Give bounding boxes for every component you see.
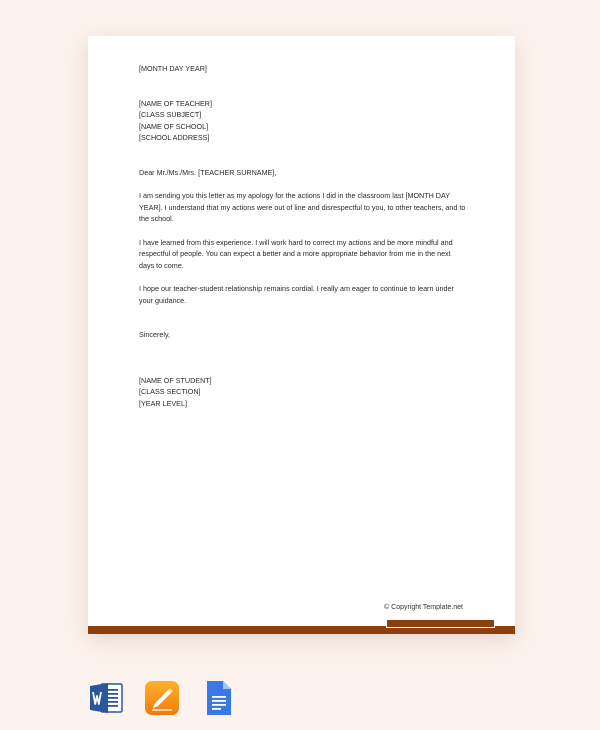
recipient-block [139,98,467,144]
word-icon[interactable] [88,680,124,716]
copyright-text: © Copyright Template.net [384,604,463,611]
recipient-line: [NAME OF SCHOOL] [139,121,209,131]
pages-icon[interactable] [144,680,180,716]
signature-line: [CLASS SECTION] [139,387,201,396]
closing: Sincerely, [139,330,171,339]
letter-date: [MONTH DAY YEAR] [139,64,207,73]
signature-block [139,375,467,410]
letter-body [139,63,467,409]
body-paragraph: I am sending you this letter as my apology for the actions I did in the classroom last [MONTH DAY YEAR]. I understand that my actions were out of line and disrespectful to you, to other teachers, and to the school. [139,191,466,223]
document-page [88,36,515,634]
recipient-line: [CLASS SUBJECT] [139,110,202,119]
google-docs-icon[interactable] [200,680,236,716]
body-paragraph: I have learned from this experience. I will work hard to correct my actions and be more mindful and respectful of people. You can expect a better and a more appropriate behavior from me in the next days to come. [139,237,453,270]
recipient-line: [SCHOOL ADDRESS] [139,133,210,142]
body-paragraph: I hope our teacher-student relationship remains cordial. I really am eager to continue to learn under your guidance. [139,284,454,305]
footer-tab [386,619,495,628]
app-icons [88,680,236,716]
recipient-line: [NAME OF TEACHER] [139,98,212,108]
salutation: Dear Mr./Ms./Mrs. [TEACHER SURNAME], [139,167,277,177]
signature-line: [NAME OF STUDENT] [139,375,212,385]
signature-line: [YEAR LEVEL] [139,398,187,408]
